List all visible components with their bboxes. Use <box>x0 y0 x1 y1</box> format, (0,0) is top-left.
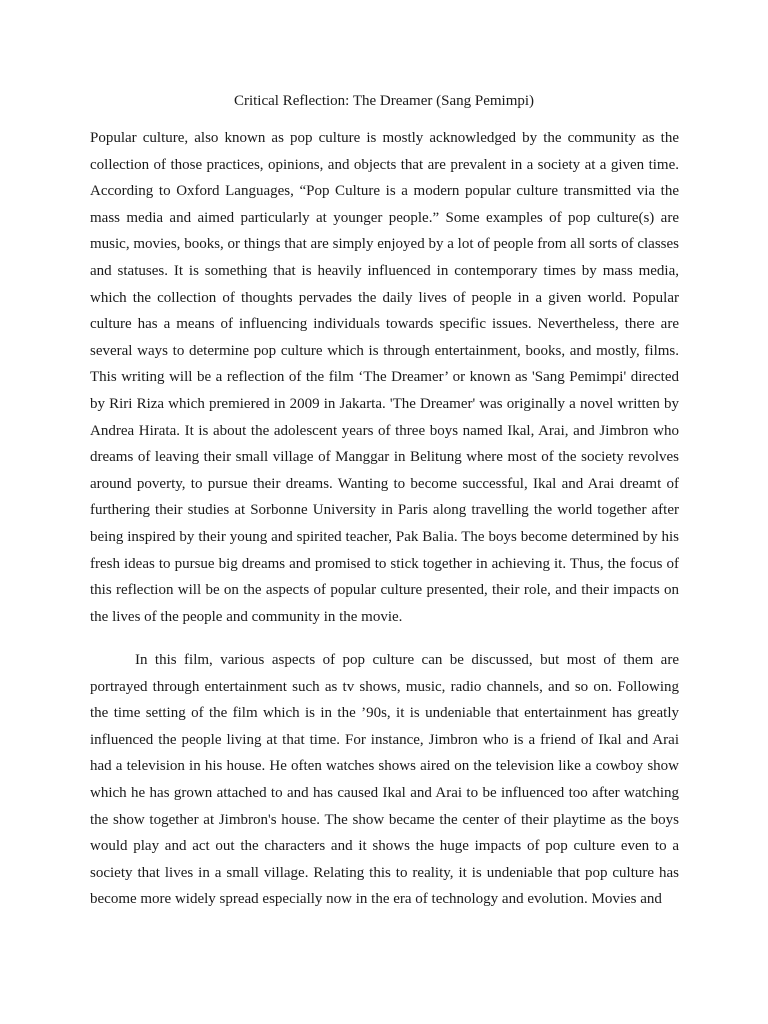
document-title: Critical Reflection: The Dreamer (Sang Pemimpi) <box>233 93 535 109</box>
paragraph-introduction: Popular culture, also known as pop culture is mostly acknowledged by the community as the collection of those practices, opinions, and objects that are prevalent in a society at a given time. According to Oxford Languages, “Pop Culture is a modern popular culture transmitted via the mass media and aimed particularly at younger people.” Some examples of pop culture(s) are music, movies, books, or things that are simply enjoyed by a lot of people from all sorts of classes and statuses. It is something that is heavily influenced in contemporary times by mass media, which the collection of thoughts pervades the daily lives of people in a given world. Popular culture has a means of influencing individuals towards specific issues. Nevertheless, there are several ways to determine pop culture which is through entertainment, books, and mostly, films. This writing will be a reflection of the film ‘The Dreamer’ or known as 'Sang Pemimpi' directed by Riri Riza which premiered in 2009 in Jakarta. 'The Dreamer' was originally a novel written by Andrea Hirata. It is about the adolescent years of three boys named Ikal, Arai, and Jimbron who dreams of leaving their small village of Manggar in Belitung where most of the society revolves around poverty, to pursue their dreams. Wanting to become successful, Ikal and Arai dreamt of furthering their studies at Sorbonne University in Paris along travelling the world together after being inspired by their young and spirited teacher, Pak Balia. The boys become determined by his fresh ideas to pursue big dreams and promised to stick together in achieving it. Thus, the focus of this reflection will be on the aspects of popular culture presented, their role, and their impacts on the lives of the people and community in the movie. <box>90 130 679 625</box>
paragraph-pop-culture-aspects: In this film, various aspects of pop culture can be discussed, but most of them are portrayed through entertainment such as tv shows, music, radio channels, and so on. Following the time setting of the film which is in the ’90s, it is undeniable that entertainment has greatly influenced the people living at that time. For instance, Jimbron who is a friend of Ikal and Arai had a television in his house. He often watches shows aired on the television like a cowboy show which he has grown attached to and has caused Ikal and Arai to be influenced too after watching the show together at Jimbron's house. The show became the center of their playtime as the boys would play and act out the characters and it shows the huge impacts of pop culture even to a society that lives in a small village. Relating this to reality, it is undeniable that pop culture has become more widely spread especially now in the era of technology and evolution. Movies and <box>90 652 679 908</box>
